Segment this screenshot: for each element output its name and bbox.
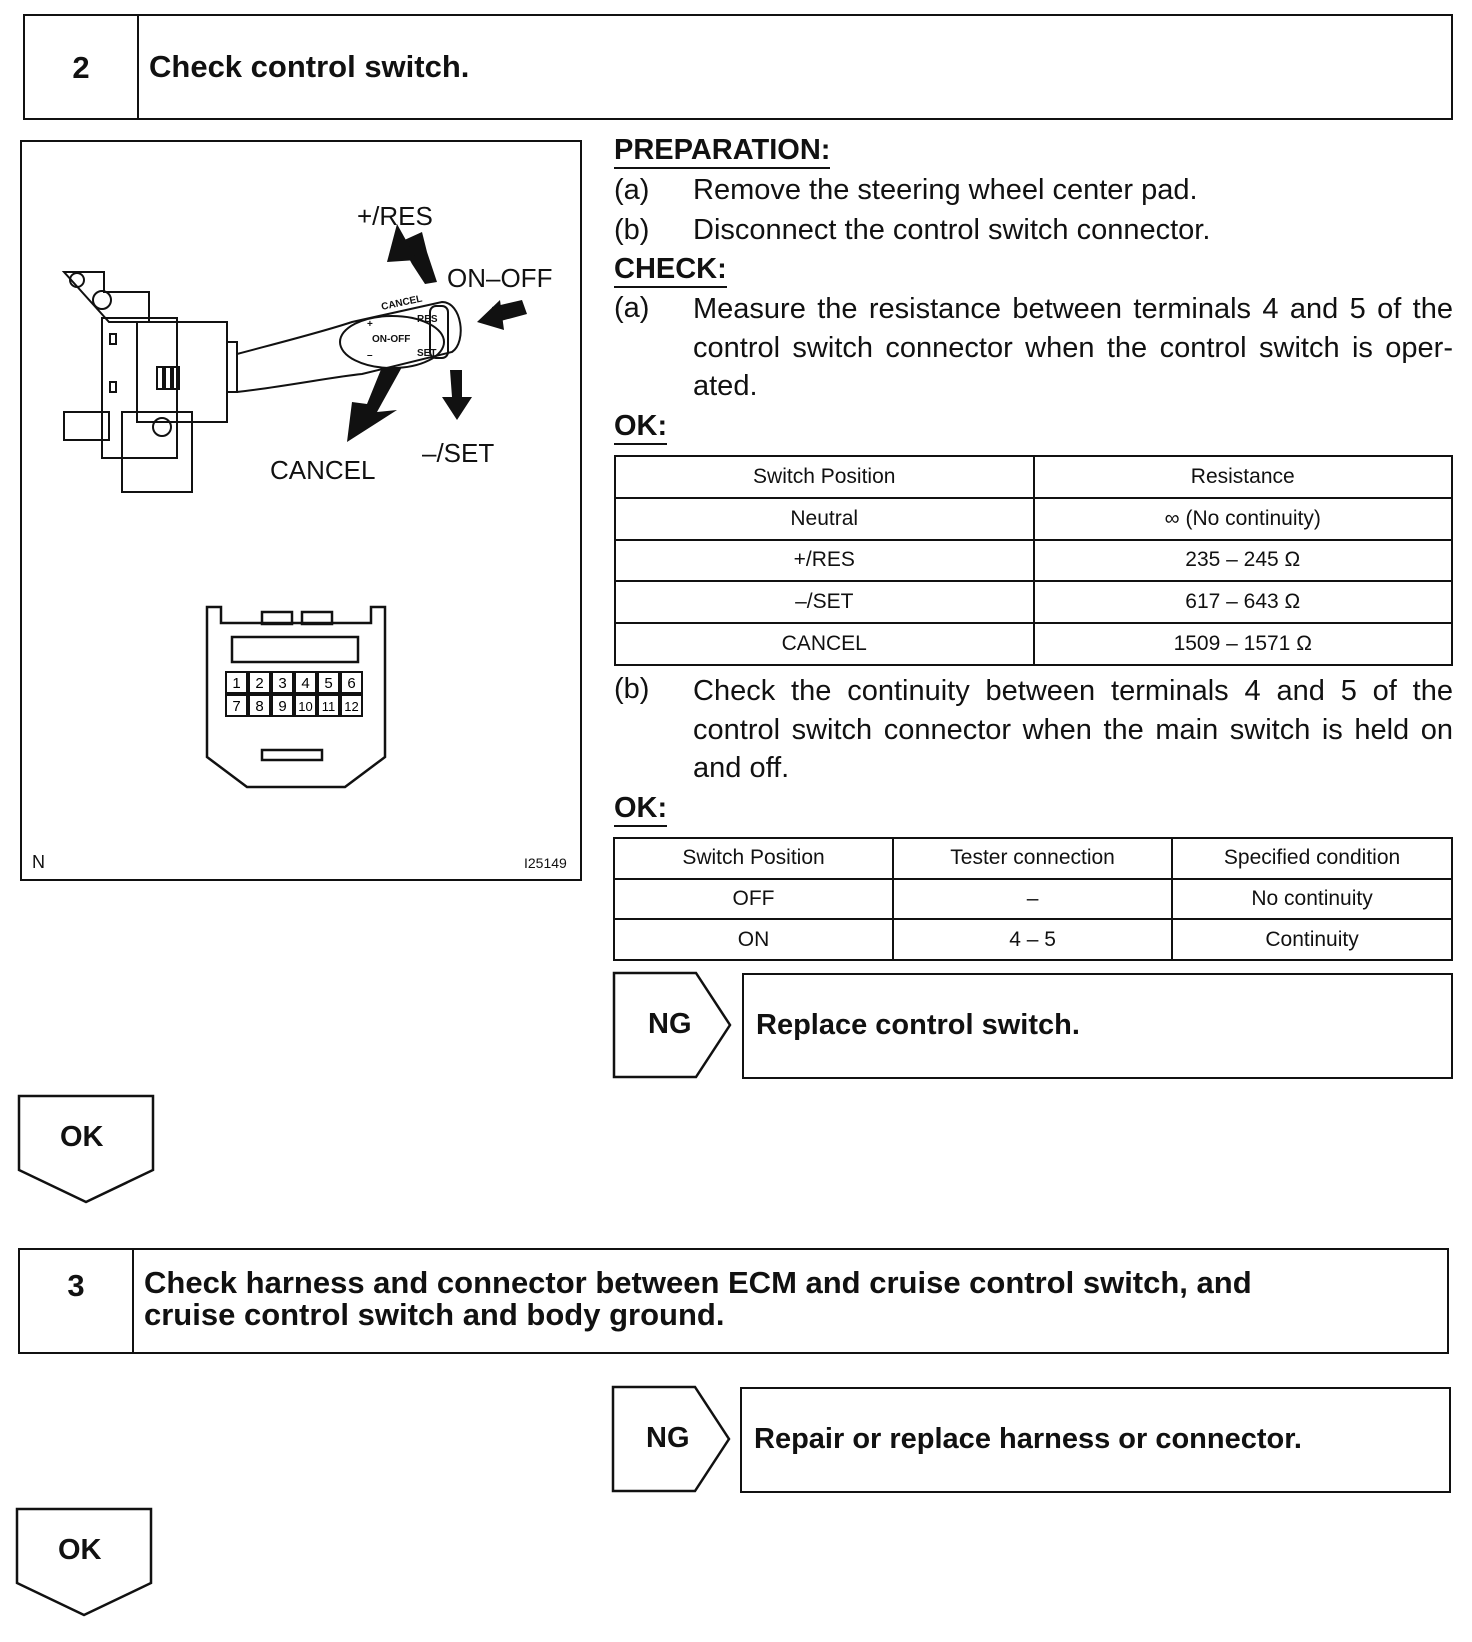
table-header-row bbox=[615, 456, 1452, 498]
lever-label-on-off: ON-OFF bbox=[372, 334, 411, 345]
check-a-text: Measure the resistance between terminals 4 and 5 of the control switch connector when the control switch is oper- ated. bbox=[693, 293, 1453, 402]
step-title-line1: Check harness and connector between ECM and cruise control switch, and bbox=[144, 1265, 1252, 1300]
lever-label-plus: + bbox=[367, 319, 373, 330]
pin-number: 4 bbox=[301, 675, 310, 692]
ok2-heading bbox=[614, 792, 667, 825]
ng-result-box-1 bbox=[742, 973, 1453, 1079]
cell: No continuity bbox=[1172, 879, 1452, 920]
label-cancel: CANCEL bbox=[270, 455, 376, 485]
ng-result-2: Repair or replace harness or connector. bbox=[754, 1423, 1302, 1455]
header-cell: Switch Position bbox=[615, 456, 1034, 498]
step-2-header bbox=[23, 14, 1453, 120]
prep-a-label: (a) bbox=[614, 174, 650, 206]
continuity-table bbox=[613, 837, 1453, 961]
cell: ON bbox=[614, 919, 893, 960]
ok2-text: OK: bbox=[614, 792, 667, 827]
cell: 1509 – 1571 Ω bbox=[1034, 623, 1453, 665]
figure-id: I25149 bbox=[524, 855, 567, 871]
header-cell: Switch Position bbox=[614, 838, 893, 879]
table-header-row bbox=[614, 838, 1452, 879]
check-b-text: Check the continuity between terminals 4 and 5 of the control switch connector when the main switch is held on and off. bbox=[693, 675, 1453, 784]
prep-a-text: Remove the steering wheel center pad. bbox=[693, 174, 1198, 206]
pin-number: 2 bbox=[255, 675, 264, 692]
corner-label: N bbox=[32, 852, 45, 872]
cell: Continuity bbox=[1172, 919, 1452, 960]
pin-number: 3 bbox=[278, 675, 287, 692]
label-res: +/RES bbox=[357, 201, 433, 231]
ok1-heading bbox=[614, 410, 667, 443]
ng-label-1: NG bbox=[648, 1008, 692, 1040]
check-heading bbox=[614, 253, 727, 286]
ng-result-1: Replace control switch. bbox=[756, 1009, 1080, 1041]
cell: +/RES bbox=[615, 540, 1034, 582]
table-row bbox=[615, 540, 1452, 582]
cell: – bbox=[893, 879, 1172, 920]
divider bbox=[132, 1250, 134, 1352]
step-3-header bbox=[18, 1248, 1449, 1354]
table-row bbox=[615, 498, 1452, 540]
cell: ∞ (No continuity) bbox=[1034, 498, 1453, 540]
table-row bbox=[615, 623, 1452, 665]
cell: 4 – 5 bbox=[893, 919, 1172, 960]
check-b-label: (b) bbox=[614, 673, 650, 705]
cell: Neutral bbox=[615, 498, 1034, 540]
lever-label-cancel: CANCEL bbox=[380, 293, 424, 313]
pin-number: 1 bbox=[232, 675, 241, 692]
table-row bbox=[615, 581, 1452, 623]
pin-number: 11 bbox=[321, 699, 336, 714]
divider bbox=[137, 16, 139, 118]
pin-number: 12 bbox=[344, 699, 359, 714]
connector-pins bbox=[226, 672, 362, 716]
ng-label-2: NG bbox=[646, 1422, 690, 1454]
cell: CANCEL bbox=[615, 623, 1034, 665]
control-switch-illustration bbox=[22, 142, 579, 878]
lever-label-set: SET bbox=[417, 348, 437, 359]
header-cell: Specified condition bbox=[1172, 838, 1452, 879]
check-heading-text: CHECK: bbox=[614, 253, 727, 288]
prep-b-label: (b) bbox=[614, 214, 650, 246]
cell: 235 – 245 Ω bbox=[1034, 540, 1453, 582]
header-cell: Tester connection bbox=[893, 838, 1172, 879]
pin-number: 9 bbox=[278, 698, 287, 715]
lever-label-minus: – bbox=[367, 350, 373, 361]
pin-number: 10 bbox=[298, 699, 313, 714]
step-number: 3 bbox=[67, 1268, 85, 1303]
preparation-heading-text: PREPARATION: bbox=[614, 134, 830, 169]
pin-number: 8 bbox=[255, 698, 264, 715]
ok-label-step2: OK bbox=[60, 1121, 104, 1153]
cell: OFF bbox=[614, 879, 893, 920]
step-number: 2 bbox=[72, 50, 90, 85]
step-title-line2: cruise control switch and body ground. bbox=[144, 1297, 725, 1332]
ok1-text: OK: bbox=[614, 410, 667, 445]
prep-b-text: Disconnect the control switch connector. bbox=[693, 214, 1211, 246]
check-a-label: (a) bbox=[614, 292, 650, 324]
preparation-heading bbox=[614, 134, 830, 167]
step-title: Check control switch. bbox=[149, 49, 470, 84]
lever-label-res: RES bbox=[417, 314, 438, 325]
pin-number: 6 bbox=[347, 675, 356, 692]
cell: 617 – 643 Ω bbox=[1034, 581, 1453, 623]
header-cell: Resistance bbox=[1034, 456, 1453, 498]
resistance-table bbox=[614, 455, 1453, 666]
figure-panel bbox=[20, 140, 582, 881]
table-row bbox=[614, 879, 1452, 920]
pin-number: 7 bbox=[232, 698, 241, 715]
table-row bbox=[614, 919, 1452, 960]
pin-number: 5 bbox=[324, 675, 333, 692]
label-set: –/SET bbox=[422, 438, 495, 468]
ng-result-box-2 bbox=[740, 1387, 1451, 1493]
ok-label-step3: OK bbox=[58, 1534, 102, 1566]
cell: –/SET bbox=[615, 581, 1034, 623]
label-on-off: ON–OFF bbox=[447, 263, 553, 293]
